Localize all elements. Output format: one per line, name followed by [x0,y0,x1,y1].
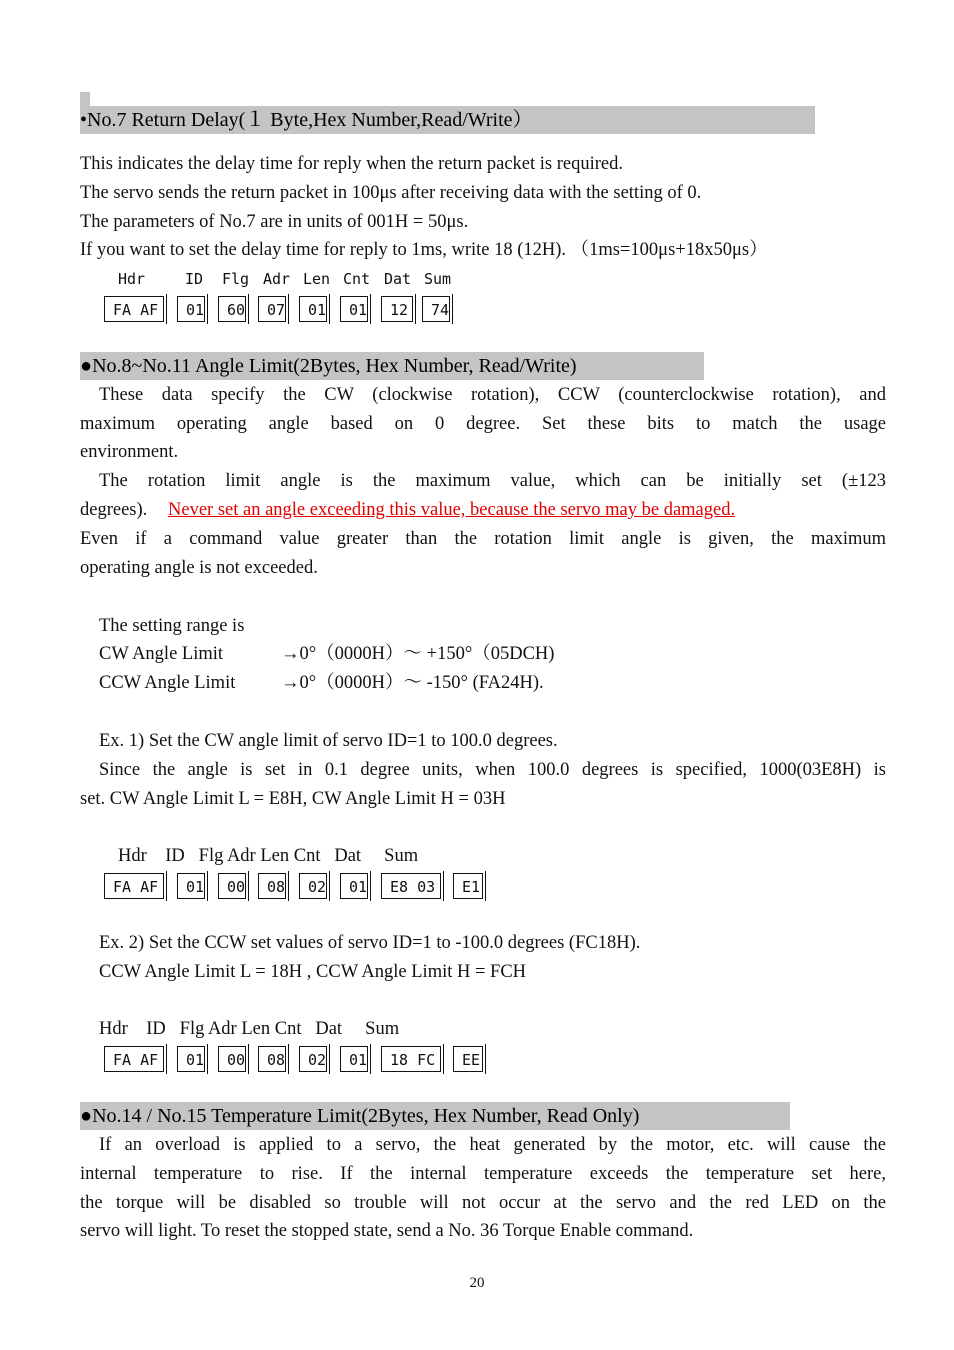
sec14-line1: If an overload is applied to a servo, the heat generated by the motor, etc. will cause the [99,1135,886,1155]
sec7-line-3: The parameters of No.7 are in units of 001H = 50μs. [80,212,469,232]
example1-line2: Since the angle is set in 0.1 degree units, when 100.0 degrees is specified, 1000(03E8H) is [99,760,886,780]
packet-cell: 01 [299,296,327,322]
label-adr: Adr [263,270,291,288]
sec8-para2-line2a: degrees). [80,500,148,520]
ccw-angle-label: CCW Angle Limit [99,673,236,693]
packet-cell: 01 [177,873,205,899]
heading-text: ●No.8~No.11 Angle Limit(2Bytes, Hex Number, Read/Write) [80,355,577,377]
sec8-para1-line2: maximum operating angle based on 0 degree. Set these bits to match the usage [80,414,886,434]
label-hdr: Hdr [118,270,146,288]
packet-cell: 18 FC [381,1046,441,1072]
section-heading-no8 [80,352,704,380]
packet2-labels: Hdr ID Flg Adr Len Cnt Dat Sum [99,1019,400,1039]
heading-text: •No.7 Return Delay(１ Byte,Hex Number,Read/Write） [80,109,533,131]
packet-cell: 60 [218,296,246,322]
packet-cell: 08 [258,1046,286,1072]
packet-cell: 01 [340,873,368,899]
sec7-line-2: The servo sends the return packet in 100μs after receiving data with the setting of 0. [80,183,702,203]
section-heading-no14 [80,1102,790,1130]
section-heading-no7 [80,106,815,134]
packet1-labels: Hdr ID Flg Adr Len Cnt Dat Sum [118,846,419,866]
packet-cell: FA AF [104,296,164,322]
heading-text: ●No.14 / No.15 Temperature Limit(2Bytes, Hex Number, Read Only) [80,1105,640,1127]
label-flg: Flg [222,270,250,288]
packet-cell: E8 03 [381,873,441,899]
example2-line2: CCW Angle Limit L = 18H , CCW Angle Limit H = FCH [99,962,527,982]
packet-cell: EE [453,1046,483,1072]
label-id: ID [185,270,204,288]
packet-cell: 02 [299,1046,327,1072]
packet-cell: 01 [340,1046,368,1072]
sec8-warning: Never set an angle exceeding this value, because the servo may be damaged. [168,500,736,520]
packet-cell: 07 [258,296,286,322]
packet-cell: 00 [218,873,246,899]
heading-marker [80,92,90,106]
label-cnt: Cnt [343,270,371,288]
sec8-para2-line4: operating angle is not exceeded. [80,558,318,578]
label-sum: Sum [424,270,452,288]
sec8-para1-line1: These data specify the CW (clockwise rotation), CCW (counterclockwise rotation), and [99,385,886,405]
sec8-para2-line3: Even if a command value greater than the rotation limit angle is given, the maximum [80,529,886,549]
sec8-para2-line1: The rotation limit angle is the maximum value, which can be initially set (±123 [99,471,886,491]
example1-line1: Ex. 1) Set the CW angle limit of servo ID=1 to 100.0 degrees. [99,731,558,751]
packet-cell: 00 [218,1046,246,1072]
packet-cell: FA AF [104,873,164,899]
label-dat: Dat [384,270,412,288]
example2-line1: Ex. 2) Set the CCW set values of servo ID=1 to -100.0 degrees (FC18H). [99,933,641,953]
example1-line3: set. CW Angle Limit L = E8H, CW Angle Limit H = 03H [80,789,506,809]
packet-cell: E1 [453,873,483,899]
ccw-angle-value: →0°（0000H）～ -150° (FA24H). [281,673,544,693]
packet-cell: 01 [177,1046,205,1072]
packet-cell: 12 [381,296,413,322]
cw-angle-value: →0°（0000H）～ +150°（05DCH) [281,644,555,664]
sec14-line2: internal temperature to rise. If the internal temperature exceeds the temperature set here, [80,1164,886,1184]
packet-cell: 01 [177,296,205,322]
sec7-line-4: If you want to set the delay time for reply to 1ms, write 18 (12H). （1ms=100μs+18x50μs） [80,240,768,260]
sec8-para1-line3: environment. [80,442,179,462]
packet-cell: 08 [258,873,286,899]
page-number: 20 [469,1275,485,1291]
sec7-line-1: This indicates the delay time for reply when the return packet is required. [80,154,623,174]
packet-cell: 02 [299,873,327,899]
label-len: Len [303,270,331,288]
packet-cell: 01 [340,296,368,322]
cw-angle-label: CW Angle Limit [99,644,224,664]
setting-range-title: The setting range is [99,616,245,636]
packet-cell: FA AF [104,1046,164,1072]
sec14-line3: the torque will be disabled so trouble will not occur at the servo and the red LED on the [80,1193,886,1213]
sec14-line4: servo will light. To reset the stopped state, send a No. 36 Torque Enable command. [80,1221,694,1241]
packet-cell: 74 [422,296,450,322]
